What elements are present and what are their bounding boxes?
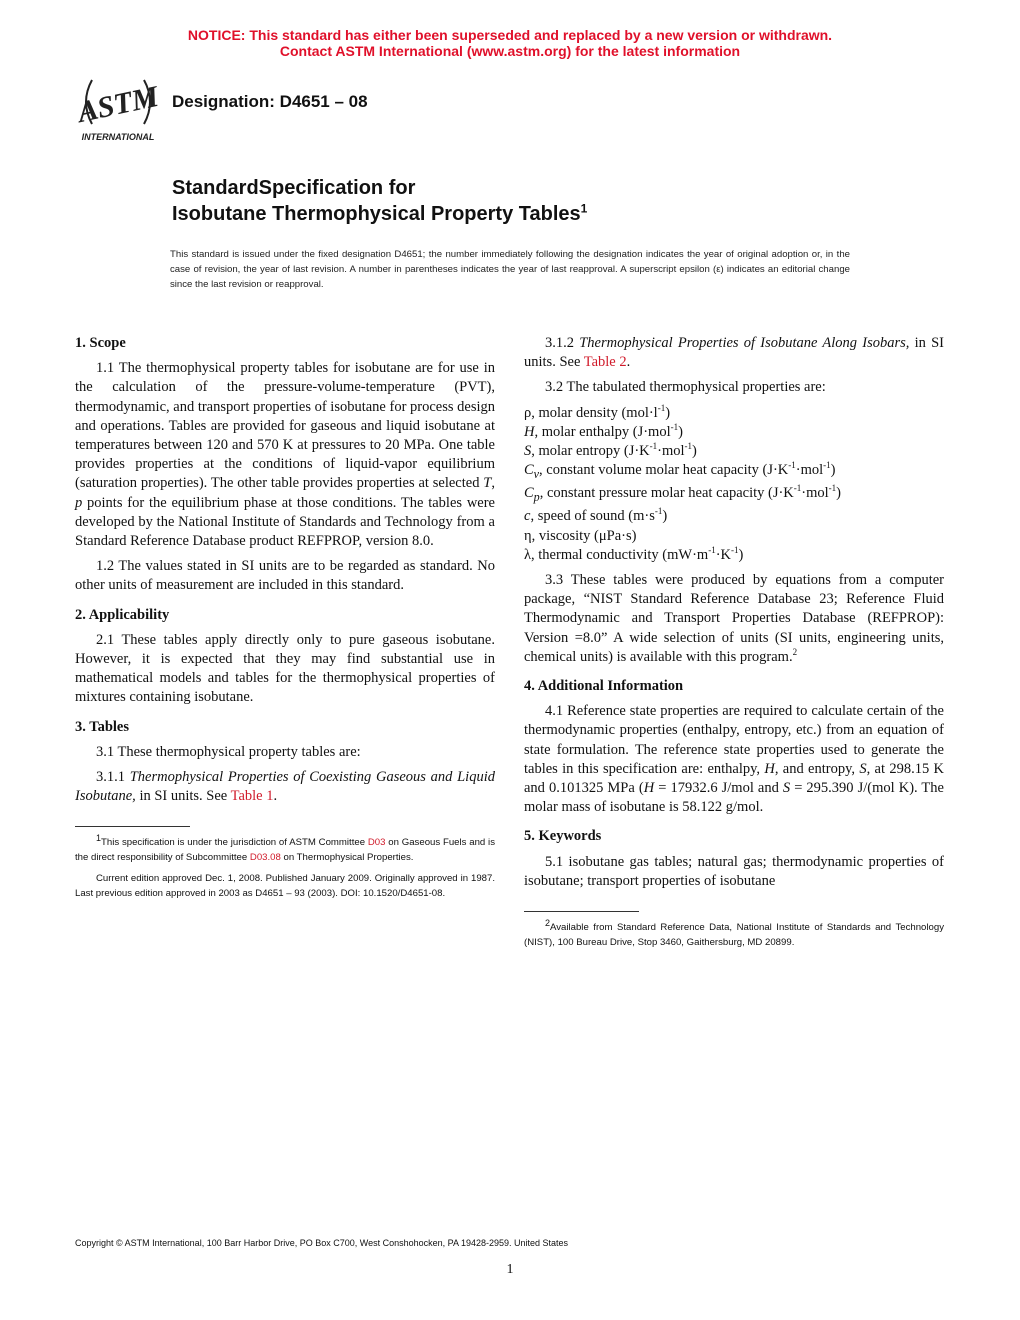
num: 3.1.1: [96, 769, 130, 786]
fn-text: on Thermophysical Properties.: [280, 852, 414, 864]
para-2-1: 2.1 These tables apply directly only to pure gaseous isobutane. However, it is expected that they may find substantial use in mathematical models and tables for the thermophysical properties of mixtures containing isobutane.: [75, 631, 495, 706]
property-item: η, viscosity (μPa·s): [524, 527, 637, 544]
para-3-2: 3.2 The tabulated thermophysical properties are:: [545, 379, 826, 396]
property-item: ρ, molar density $(mol\cdot l^{-1})$: [524, 402, 671, 421]
para-5-1: 5.1 isobutane gas tables; natural gas; thermodynamic properties of isobutane; transport properties of isobutane: [524, 853, 944, 889]
property-item: $C_p$, constant pressure molar heat capacity $(J\cdot K^{-1}\cdot mol^{-1})$: [524, 483, 842, 505]
table-1-link[interactable]: Table 1: [230, 788, 274, 805]
page-title: [172, 175, 587, 227]
copyright: Copyright © ASTM International, 100 Barr Harbor Drive, PO Box C700, West Conshohocken, PA 19428-2959. United States: [75, 1238, 569, 1248]
notice-line-1: NOTICE: This standard has either been superseded and replaced by a new version or withdrawn.: [187, 27, 833, 43]
fn-num: 1: [96, 833, 102, 844]
designation: Designation: D4651 – 08: [172, 92, 368, 111]
end: .: [273, 788, 278, 805]
property-item: S, molar entropy $(J\cdot K^{-1}\cdot mol^{-1})$: [524, 441, 697, 460]
separator: ,: [491, 475, 495, 492]
property-list: [524, 404, 944, 565]
para-3-1-2: [524, 334, 944, 372]
rest: in SI units. See: [524, 335, 944, 371]
applicability-heading: 2. Applicability: [75, 606, 170, 623]
fn-text: Available from Standard Reference Data, National Institute of Standards and Technology (NIST), 100 Bureau Drive, Stop 3460, Gaithersburg, MD 20899.: [524, 922, 944, 949]
para-1-2: 1.2 The values stated in SI units are to be regarded as standard. No other units of measurement are included in this standard.: [75, 558, 495, 594]
property-item: $C_v$, constant volume molar heat capacity $(J\cdot K^{-1}\cdot mol^{-1})$: [524, 460, 836, 482]
italic-title: Thermophysical Properties of Coexisting Gaseous and Liquid Isobutane,: [75, 769, 495, 805]
num: 3.1.2: [545, 335, 580, 351]
para-1-1: [75, 359, 495, 551]
footnote-1-edition: Current edition approved Dec. 1, 2008. Published January 2009. Originally approved in 1987. Last previous edition approved in 2003 as D4651 – 93 (2003). DOI: 10.1520/D4651-08.: [75, 873, 495, 900]
property-item: c, speed of sound $(m\cdot s^{-1})$: [524, 506, 668, 525]
para-1-1-end: points for the equilibrium phase at those conditions. The tables were developed by the National Institute of Standards and Technology from a Standard Reference Database product REFPROP, version 8.0.: [75, 494, 495, 550]
para-1-1-text: 1.1 The thermophysical property tables for isobutane are for use in the calculation of the pressure-volume-temperature (PVT), thermodynamic, and transport properties of isobutane for process design and operations. Tables are provided for gaseous and liquid isobutane at temperatures between 120 and 570 K at pressures to 20 MPa. One table provides properties at the conditions of liquid-vapor equilibrium (saturation properties). The other table provides properties at selected: [75, 360, 495, 492]
footnote-rule: [524, 911, 639, 912]
property-item: H, molar enthalpy (J·mol$^{-1}$): [524, 421, 683, 440]
notice-banner: [0, 27, 1020, 59]
para-3-3-text: 3.3 These tables were produced by equations from a computer package, “NIST Standard Reference Database 23; Reference Fluid Thermodynamic and Transport Properties Database (REFPROP): Version =8.0” A wide selection of units (SI units, engineering units, chemical units) is available with this program.: [524, 572, 944, 665]
astm-logo-icon: [72, 72, 164, 144]
end: .: [626, 354, 631, 371]
keywords-heading: 5. Keywords: [524, 828, 602, 845]
scope-heading: 1. Scope: [75, 335, 126, 351]
issued-statement: This standard is issued under the fixed designation D4651; the number immediately following the designation indicates the year of original adoption or, in the case of revision, the year of last revision. A number in parentheses indicates the year of last reapproval. A superscript epsilon (ε) indicates an editorial change since the last revision or reapproval.: [170, 249, 850, 290]
right-column: [524, 334, 944, 956]
property-item: λ, thermal conductivity $(mW\cdot m^{-1}\cdot K^{-1})$: [524, 544, 744, 563]
d03-08-link[interactable]: D03.08: [249, 852, 281, 864]
italic-title: Thermophysical Properties of Isobutane Along Isobars,: [579, 335, 910, 351]
d03-link[interactable]: D03: [367, 837, 386, 849]
additional-info-heading: 4. Additional Information: [524, 678, 684, 695]
fn-ref: 2: [792, 647, 798, 657]
rest: in SI units. See: [135, 788, 231, 805]
title-footnote: 1: [580, 201, 588, 216]
para-3-3: [524, 571, 944, 667]
para-3-1: 3.1 These thermophysical property tables are:: [96, 743, 361, 760]
title-line-2: [172, 201, 587, 227]
symbol-p: p: [75, 494, 83, 511]
footnote-1: [75, 835, 495, 865]
page-number: 1: [506, 1262, 514, 1277]
title-line-1: StandardSpecification for: [172, 177, 416, 199]
symbol-T: T: [483, 475, 492, 492]
para-3-1-1: [75, 768, 495, 806]
footnote-2: [524, 917, 944, 950]
logo-sub: INTERNATIONAL: [81, 132, 155, 142]
title-text: Isobutane Thermophysical Property Tables: [172, 203, 581, 225]
left-column: [75, 334, 495, 907]
table-2-link[interactable]: Table 2: [583, 354, 627, 371]
logo-letters: ASTM: [74, 79, 162, 130]
tables-heading: 3. Tables: [75, 718, 129, 735]
fn-text: This specification is under the jurisdiction of ASTM Committee: [101, 837, 368, 849]
fn-num: 2: [545, 917, 551, 928]
para-4-1: 4.1 Reference state properties are required to calculate certain of the thermodynamic properties (enthalpy, entropy, etc.) from an equation of state formulation. The reference state properties used to generate the tables in this specification are: enthalpy, H, and entropy, S, at 298.15 K and 0.101325 MPa (H = 17932.6 J/mol and S = 295.390 J/(mol K). The molar mass of isobutane is 58.122 g/mol.: [524, 703, 944, 816]
notice-line-2: Contact ASTM International (www.astm.org) for the latest information: [279, 43, 741, 59]
fn-text: on Gaseous Fuels and is the direct responsibility of Subcommittee: [75, 837, 495, 864]
footnote-rule: [75, 826, 190, 827]
